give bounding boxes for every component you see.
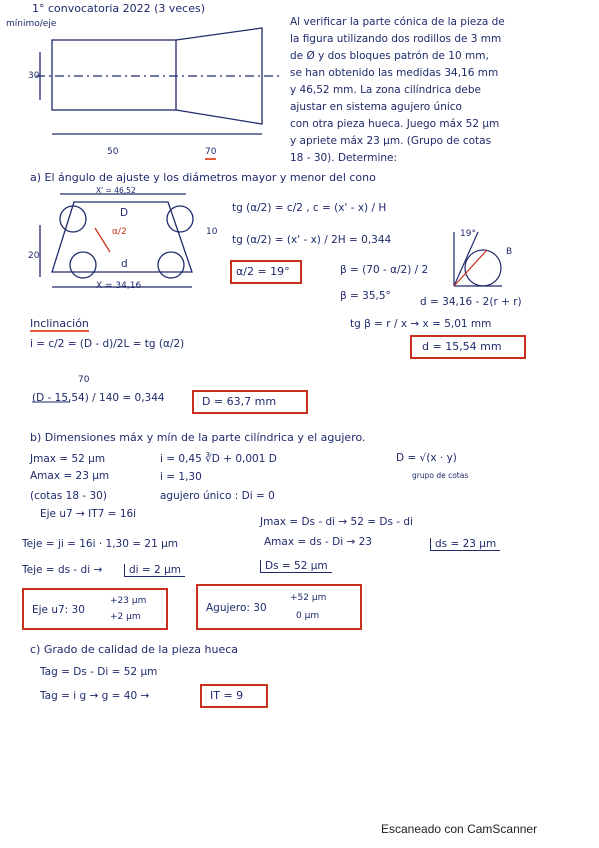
jmax-equation: Jmax = Ds - di → 52 = Ds - di [260, 516, 413, 528]
cylinder-outline [52, 40, 176, 110]
tri-19-label: 19° [460, 229, 476, 239]
section-b-heading: b) Dimensiones máx y mín de la parte cilíndrica y el agujero. [30, 431, 366, 444]
statement-line: la figura utilizando dos rodillos de 3 mm [290, 33, 502, 45]
agujero-lower-dev: 0 μm [296, 611, 320, 621]
statement-line: con otra pieza hueca. Juego máx 52 μm [290, 118, 500, 130]
tan-equation-2: tg (α/2) = (x' - x) / 2H = 0,344 [232, 234, 392, 246]
fig-x-prime-label: X' = 46,52 [96, 186, 136, 195]
D-mean-formula: D = √(x · y) [396, 452, 457, 464]
section-a-heading: a) El ángulo de ajuste y los diámetros mayor y menor del cono [30, 171, 376, 184]
grupo-cotas-note: grupo de cotas [412, 471, 469, 480]
roller-bottom-right [158, 252, 184, 278]
amax-equation: Amax = ds - Di → 23 [264, 536, 372, 548]
statement-line: 18 - 30). Determine: [290, 152, 398, 164]
tri-hypotenuse [454, 232, 478, 286]
fig-20-label: 20 [28, 251, 40, 261]
statement-line: y apriete máx 23 μm. (Grupo de cotas [290, 135, 492, 147]
fig-x-label: X = 34,16 [96, 281, 142, 291]
angle-result: α/2 = 19° [236, 265, 290, 278]
dim-label-30: 30 [28, 71, 40, 81]
ds-result: ds = 23 μm [430, 538, 500, 551]
roller-top-left [60, 206, 86, 232]
D-result: D = 63,7 mm [202, 395, 277, 408]
section-c-heading: c) Grado de calidad de la pieza hueca [30, 643, 239, 656]
eje-box-label: Eje u7: 30 [32, 604, 85, 616]
eje-upper-dev: +23 μm [110, 596, 147, 606]
fig-alpha-label: α/2 [112, 227, 127, 237]
tri-B-label: B [506, 247, 513, 257]
agujero-box-label: Agujero: 30 [206, 602, 267, 614]
beta-eq-1: β = (70 - α/2) / 2 [340, 264, 429, 276]
statement-line: de Ø y dos bloques patrón de 10 mm, [290, 50, 489, 62]
eje-lower-dev: +2 μm [110, 612, 141, 622]
dim-label-70: 70 [205, 146, 216, 160]
D-equation: (D - 15,54) / 140 = 0,344 [32, 392, 165, 404]
agujero-upper-dev: +52 μm [290, 593, 327, 603]
tag-equation: Tag = Ds - Di = 52 μm [40, 666, 158, 678]
axis-label: mínimo/eje [6, 19, 57, 29]
di-result: di = 2 μm [124, 564, 185, 577]
inclination-70: 70 [78, 375, 90, 385]
fig-10-label: 10 [206, 227, 218, 237]
inclination-title: Inclinación [30, 317, 89, 330]
statement-line: ajustar en sistema agujero único [290, 101, 462, 113]
jmax-value: Jmax = 52 μm [30, 453, 106, 465]
page-title: 1° convocatoria 2022 (3 veces) [32, 2, 206, 15]
tg-beta-equation: tg β = r / x → x = 5,01 mm [350, 318, 492, 330]
Ds-result: Ds = 52 μm [260, 560, 332, 573]
statement-line: Al verificar la parte cónica de la pieza de [290, 16, 505, 28]
scanner-watermark: Escaneado con CamScanner [381, 822, 538, 836]
roller-bottom-left [70, 252, 96, 278]
cotas-group: (cotas 18 - 30) [30, 490, 107, 502]
tan-equation-1: tg (α/2) = c/2 , c = (x' - x) / H [232, 202, 387, 214]
d-equation: d = 34,16 - 2(r + r) [420, 296, 522, 308]
amax-value: Amax = 23 μm [30, 470, 110, 482]
agujero-unico: agujero único : Di = 0 [160, 490, 275, 502]
fig-d-label: d [121, 258, 128, 270]
t-eje-equation: Teje = ji = 16i · 1,30 = 21 μm [22, 538, 178, 550]
dim-label-50: 50 [107, 147, 119, 157]
it-result: IT = 9 [210, 689, 244, 702]
inclination-equation: i = c/2 = (D - d)/2L = tg (α/2) [30, 338, 185, 350]
roller-top-right [167, 206, 193, 232]
i-value: i = 1,30 [160, 471, 202, 483]
t-eje-equation-2: Teje = ds - di → [22, 564, 103, 576]
d-result: d = 15,54 mm [422, 340, 502, 353]
statement-line: se han obtenido las medidas 34,16 mm [290, 67, 499, 79]
eje-it-formula: Eje u7 → IT7 = 16i [40, 508, 137, 520]
tag-equation-2: Tag = i g → g = 40 → [40, 690, 150, 702]
i-formula: i = 0,45 ∛D + 0,001 D [160, 453, 277, 465]
alpha-mark [95, 228, 110, 252]
statement-line: y 46,52 mm. La zona cilíndrica debe [290, 84, 481, 96]
fig-D-label: D [120, 207, 129, 219]
beta-eq-2: β = 35,5° [340, 290, 391, 302]
